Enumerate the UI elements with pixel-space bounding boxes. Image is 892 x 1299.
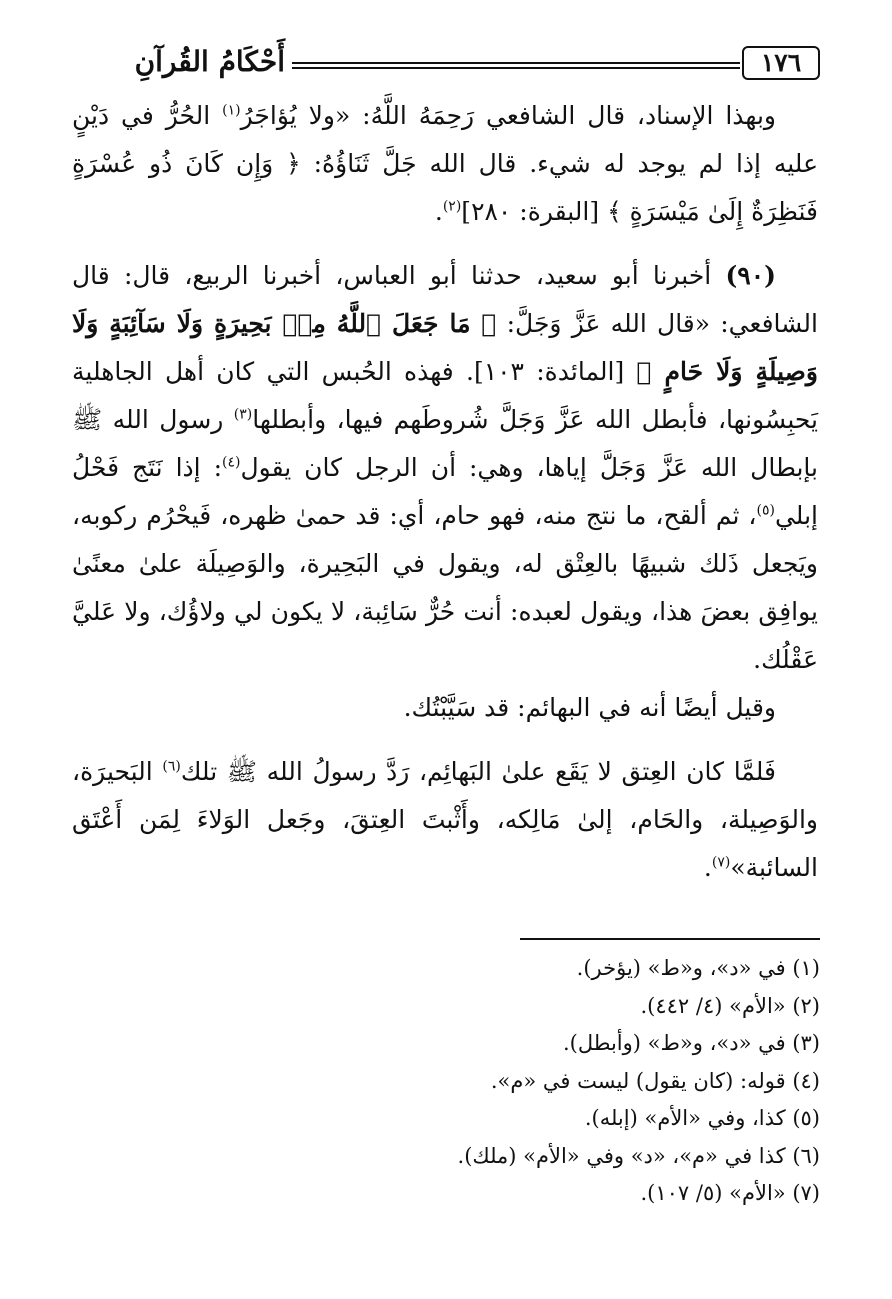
footnote-ref-6[interactable]: (٦) <box>162 758 181 775</box>
text-run: البَحيرَة، والوَصِيلة، والحَام، إلىٰ مَالِكه، وأَثْبتَ العِتقَ، وجَعل الوَلاءَ لِمَن أَعْتَق السائبة» <box>72 757 818 882</box>
text-run: رسول الله ﷺ بإبطال الله عَزَّ وَجَلَّ إياها، وهي: أن الرجل كان يقول <box>72 405 818 482</box>
header-rule <box>292 62 740 69</box>
footnote-4: (٤) قوله: (كان يقول) ليست في «م». <box>490 1068 820 1093</box>
text-run: : إذا نَتَج فَحْلُ إبلي <box>72 453 818 530</box>
paragraph-3: وقيل أيضًا أنه في البهائم: قد سَيَّبْتُك. <box>403 693 776 722</box>
text-run: [المائدة: ١٠٣]. فهذه الحُبس التي كان أهل الجاهلية يَحبِسُونها، فأبطل الله عَزَّ وَجَلَّ شُروطَهم فيها، وأبطلها <box>72 357 818 434</box>
footnotes <box>120 950 820 1213</box>
footnote-ref-3[interactable]: (٣) <box>233 406 253 423</box>
footnote-ref-5[interactable]: (٥) <box>756 502 775 519</box>
main-text <box>72 92 818 892</box>
page-header <box>70 38 820 88</box>
paragraph-2 <box>72 252 818 684</box>
text-run: فَلمَّا كان العِتق لا يَقَع علىٰ البَهائِم، رَدَّ رسولُ الله ﷺ تلك <box>180 757 776 786</box>
page-number: ١٧٦ <box>742 46 820 80</box>
text-run: ، ثم ألقح، ما نتج منه، فهو حام، أي: قد حمىٰ ظهره، فَيحْرُم ركوبه، ويَجعل ذَلك شبيهًا بالعِتْق له، ويقول في البَحِيرة، والوَصِيلَة علىٰ معنًىٰ يوافِق بعضَ هذا، ويقول لعبده: أنت حُرٌّ سَائِبة، لا يكون لي ولاؤُك، ولا عَليَّ عَقْلُك. <box>72 501 818 674</box>
footnote-5: (٥) كذا، وفي «الأم» (إبله). <box>584 1106 820 1130</box>
text-run: الحُرُّ في دَيْنٍ عليه إذا لم يوجد له شيء. قال الله جَلَّ ثَنَاؤُهُ: ﴿ وَإِن كَانَ ذُو عُسْرَةٍ فَنَظِرَةٌ إِلَىٰ مَيْسَرَةٍ ﴾ [البقرة: ٢٨٠] <box>72 101 818 226</box>
footnote-6: (٦) كذا في «م»، «د» وفي «الأم» (ملك). <box>457 1143 820 1168</box>
book-title: أَحْكَامُ القُرآنِ <box>134 45 285 78</box>
footnote-ref-7[interactable]: (٧) <box>711 854 731 871</box>
footnote-3: (٣) في «د»، و«ط» (وأبطل). <box>562 1031 820 1055</box>
text-run: أخبرنا أبو سعيد، حدثنا أبو العباس، أخبرنا الربيع، قال: قال الشافعي: «قال الله عَزَّ وَجَلَّ: <box>72 261 818 338</box>
paragraph-4 <box>72 748 818 892</box>
footnote-separator <box>520 938 820 940</box>
text-run: . <box>434 197 443 226</box>
footnote-1: (١) في «د»، و«ط» (يؤخر). <box>576 956 820 980</box>
text-run: وبهذا الإسناد، قال الشافعي رَحِمَهُ اللَّهُ: «ولا يُؤاجَرُ <box>240 101 776 130</box>
footnote-2: (٢) «الأم» (٤/ ٤٤٢). <box>640 993 820 1018</box>
quran-verse: ﴿ مَا جَعَلَ ٱللَّهُ مِنۢ بَحِيرَةٍ وَلَا سَآئِبَةٍ وَلَا وَصِيلَةٍ وَلَا حَامٍ ﴾ <box>72 309 818 386</box>
footnote-ref-4[interactable]: (٤) <box>222 454 241 471</box>
footnote-7: (٧) «الأم» (٥/ ١٠٧). <box>640 1181 820 1205</box>
text-run: . <box>703 853 712 882</box>
hadith-number: (٩٠) <box>725 261 776 290</box>
footnote-ref-1[interactable]: (١) <box>222 102 241 119</box>
paragraph-1 <box>72 92 818 236</box>
footnote-ref-2[interactable]: (٢) <box>442 198 462 215</box>
